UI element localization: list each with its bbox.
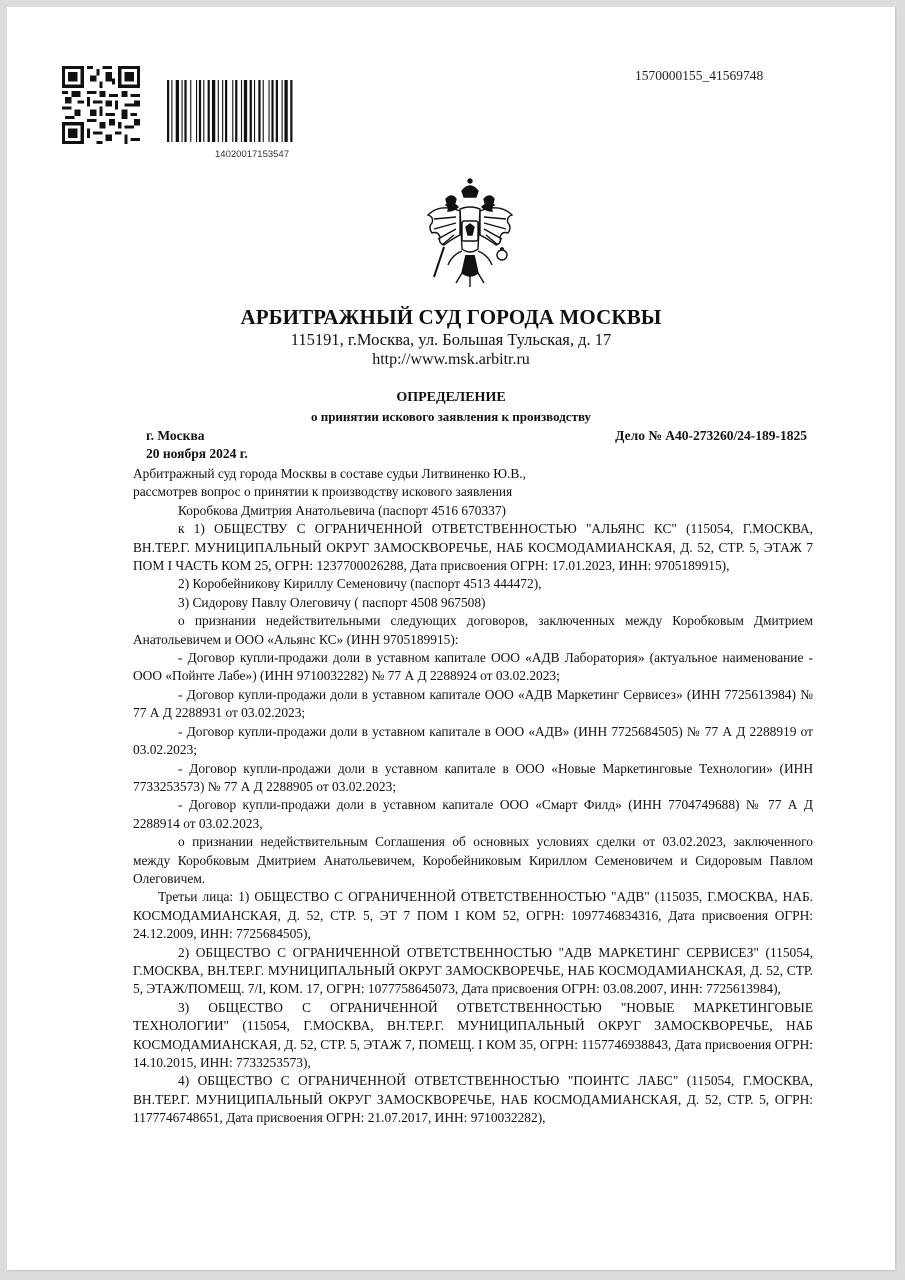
body-paragraph: - Договор купли-продажи доли в уставном капитале в ООО «Новые Маркетинговые Технологии» (ИНН 7733253573) № 77 А Д 2288905 от 03.02.2023; <box>133 760 813 794</box>
document-subtype: о принятии искового заявления к производству <box>310 409 592 424</box>
document-id: 1570000155_41569748 <box>635 68 764 83</box>
document-page <box>7 7 895 1270</box>
body-paragraph: Арбитражный суд города Москвы в составе судьи Литвиненко Ю.В., <box>133 466 526 481</box>
body-paragraph: Коробкова Дмитрия Анатольевича (паспорт 4516 670337) <box>178 502 507 518</box>
coat-of-arms-icon <box>422 177 518 293</box>
body-paragraph: - Договор купли-продажи доли в уставном капитале в ООО «АДВ» (ИНН 7725684505) № 77 А Д 2288919 от 03.02.2023; <box>133 723 813 758</box>
body-paragraph: о признании недействительным Соглашения об основных условиях сделки от 03.02.2023, заключенного между Коробковым Дмитрием Анатольевичем, Коробейниковым Кириллом Семеновичем и Сидоровым Павлом Олеговичем. <box>133 834 813 886</box>
body-paragraph: 2) Коробейникову Кириллу Семеновичу (паспорт 4513 444472), <box>178 576 542 592</box>
body-paragraph: рассмотрев вопрос о принятии к производству искового заявления <box>133 484 513 500</box>
document-type: ОПРЕДЕЛЕНИЕ <box>396 390 506 405</box>
document-city: г. Москва <box>146 428 205 443</box>
body-paragraph: - Договор купли-продажи доли в уставном капитале ООО «АДВ Маркетинг Сервисез» (ИНН 7725613984) № 77 А Д 2288931 от 03.02.2023; <box>133 686 813 721</box>
body-paragraph: 3) Сидорову Павлу Олеговичу ( паспорт 4508 967508) <box>178 594 486 610</box>
body-paragraph: о признании недействительными следующих договоров, заключенных между Коробковым Дмитрием Анатольевичем и ООО «Альянс КС» (ИНН 9705189915): <box>133 613 813 647</box>
body-paragraph: 2) ОБЩЕСТВО С ОГРАНИЧЕННОЙ ОТВЕТСТВЕННОСТЬЮ "АДВ МАРКЕТИНГ СЕРВИСЕЗ" (115054, Г.МОСКВА, ВН.ТЕР.Г. МУНИЦИПАЛЬНЫЙ ОКРУГ ЗАМОСКВОРЕЧЬЕ, НАБ КОСМОДАМИАНСКАЯ, Д. 52, СТР. 5, ЭТАЖ/ПОМЕЩ. 7/I, КОМ. 17, ОГРН: 1077758645073, Дата присвоения ОГРН: 03.08.2007, ИНН: 7725613984), <box>133 944 813 997</box>
qr-code-icon <box>62 66 140 144</box>
barcode-number: 14020017153547 <box>215 149 289 160</box>
body-paragraph: Третьи лица: 1) ОБЩЕСТВО С ОГРАНИЧЕННОЙ ОТВЕТСТВЕННОСТЬЮ "АДВ" (115035, Г.МОСКВА, НАБ. КОСМОДАМИАНСКАЯ, Д. 52, СТР. 5, ЭТ 7 ПОМ I КОМ 52, ОГРН: 1097746834316, Дата присвоения ОГРН: 24.12.2009, ИНН: 7725684505), <box>133 889 813 942</box>
body-paragraph: 3) ОБЩЕСТВО С ОГРАНИЧЕННОЙ ОТВЕТСТВЕННОСТЬЮ "НОВЫЕ МАРКЕТИНГОВЫЕ ТЕХНОЛОГИИ" (115054, Г.МОСКВА, ВН.ТЕР.Г. МУНИЦИПАЛЬНЫЙ ОКРУГ ЗАМОСКВОРЕЧЬЕ, НАБ КОСМОДАМИАНСКАЯ, Д. 52, СТР. 5, ЭТАЖ 7, ПОМЕЩ. I КОМ 35, ОГРН: 1157746938843, Дата присвоения ОГРН: 14.10.2015, ИНН: 7733253573), <box>133 999 813 1070</box>
court-address: 115191, г.Москва, ул. Большая Тульская, д. 17 <box>290 330 612 349</box>
case-number: Дело № А40-273260/24-189-1825 <box>615 428 807 443</box>
document-body <box>133 465 813 1128</box>
body-paragraph: - Договор купли-продажи доли в уставном капитале ООО «Смарт Филд» (ИНН 7704749688) № 77 А Д 2288914 от 03.02.2023, <box>133 797 813 831</box>
body-paragraph: 4) ОБЩЕСТВО С ОГРАНИЧЕННОЙ ОТВЕТСТВЕННОСТЬЮ "ПОИНТС ЛАБС" (115054, Г.МОСКВА, ВН.ТЕР.Г. МУНИЦИПАЛЬНЫЙ ОКРУГ ЗАМОСКВОРЕЧЬЕ, НАБ КОСМОДАМИАНСКАЯ, Д. 52, СТР. 5, ОГРН: 1177746748651, Дата присвоения ОГРН: 21.07.2017, ИНН: 9710032282), <box>133 1073 813 1126</box>
court-website: http://www.msk.arbitr.ru <box>372 351 530 368</box>
body-paragraph: к 1) ОБЩЕСТВУ С ОГРАНИЧЕННОЙ ОТВЕТСТВЕННОСТЬЮ "АЛЬЯНС КС" (115054, Г.МОСКВА, ВН.ТЕР.Г. МУНИЦИПАЛЬНЫЙ ОКРУГ ЗАМОСКВОРЕЧЬЕ, НАБ КОСМОДАМИАНСКАЯ, Д. 52, СТР. 5, ЭТАЖ 7 ПОМ I ЧАСТЬ КОМ 25, ОГРН: 1237700026288, Дата присвоения ОГРН: 17.01.2023, ИНН: 9705189915), <box>133 521 813 574</box>
court-name: АРБИТРАЖНЫЙ СУД ГОРОДА МОСКВЫ <box>240 305 662 329</box>
document-date: 20 ноября 2024 г. <box>146 446 248 461</box>
body-paragraph: - Договор купли-продажи доли в уставном капитале ООО «АДВ Лаборатория» (актуальное наименование - ООО «Пойнте Лабе») (ИНН 9710032282) № 77 А Д 2288924 от 03.02.2023; <box>133 650 813 684</box>
barcode-icon <box>167 80 329 142</box>
